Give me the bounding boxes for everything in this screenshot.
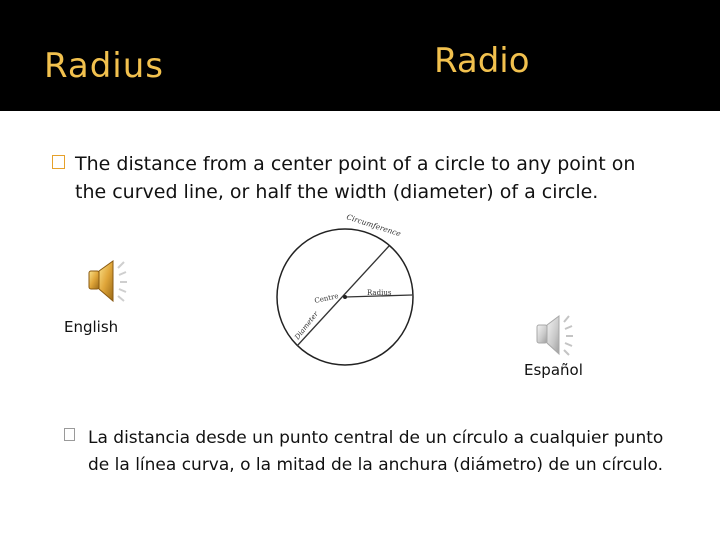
speaker-icon: [84, 256, 134, 306]
speaker-icon: [534, 310, 584, 360]
title-spanish: Radio: [434, 41, 530, 81]
spanish-audio-button[interactable]: [534, 310, 584, 364]
title-bar: [0, 0, 720, 111]
definition-spanish-line-1: La distancia desde un punto central de un círculo a cualquier punto: [88, 428, 664, 448]
circle-diagram: [270, 210, 440, 380]
definition-english-line-2: the curved line, or half the width (diameter) of a circle.: [75, 181, 599, 203]
centre-label: Centre: [313, 292, 340, 305]
spanish-audio-label: Español: [524, 361, 583, 379]
title-english: Radius: [44, 46, 165, 86]
definition-spanish: [88, 425, 663, 479]
english-audio-label: English: [64, 318, 119, 336]
bullet-icon: [64, 428, 75, 441]
definition-english: [75, 150, 635, 206]
circumference-label: Circumference: [345, 212, 402, 239]
radius-label: Radius: [367, 289, 392, 297]
bullet-icon: [52, 155, 65, 169]
english-audio-button[interactable]: [84, 256, 134, 310]
definition-spanish-line-2: de la línea curva, o la mitad de la anchura (diámetro) de un círculo.: [88, 455, 664, 475]
definition-english-line-1: The distance from a center point of a circle to any point on: [75, 153, 636, 175]
diameter-label: Diameter: [293, 310, 320, 342]
